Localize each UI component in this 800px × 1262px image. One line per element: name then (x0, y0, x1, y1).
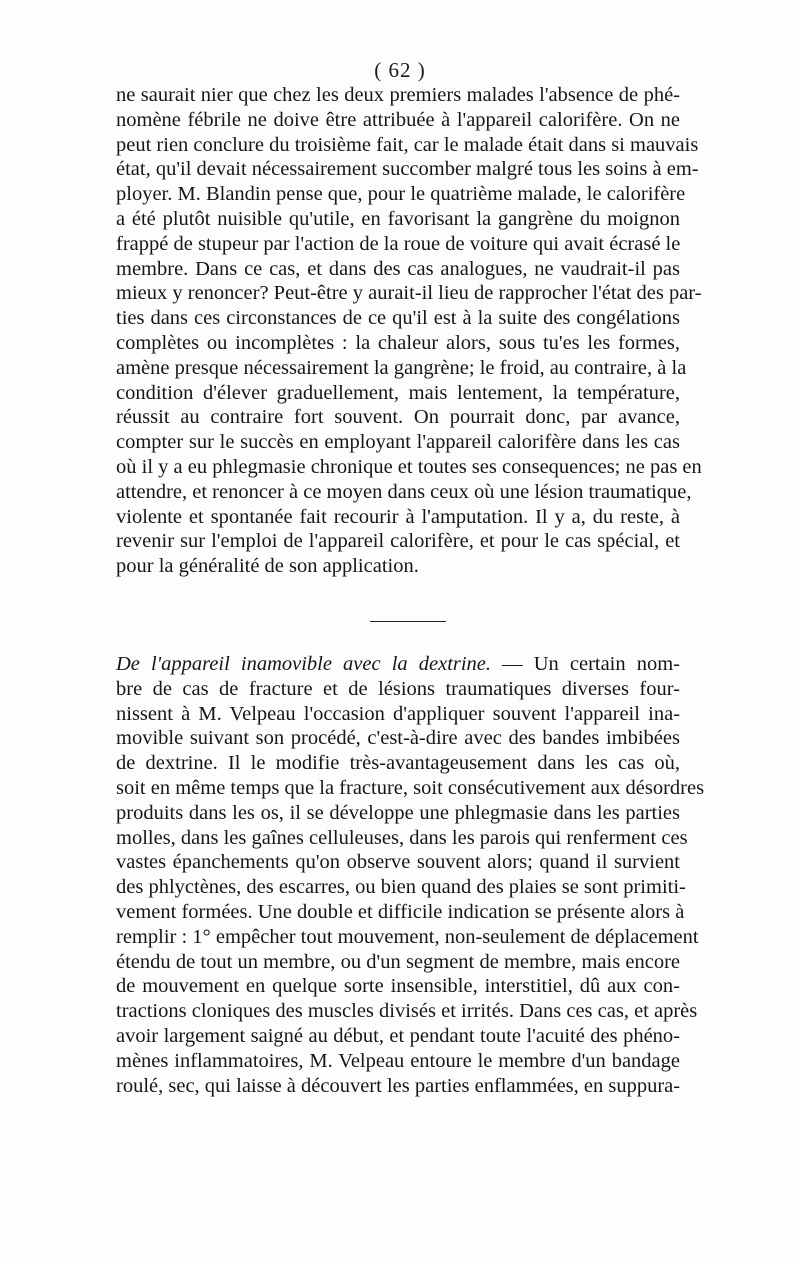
section-title-continuation: — Un certain nom- (491, 653, 680, 675)
text-line: movible suivant son procédé, c'est-à-dire avec des bandes imbibées (116, 727, 680, 750)
section-title: De l'appareil inamovible avec la dextrine. (116, 653, 492, 675)
text-line: peut rien conclure du troisième fait, car le malade était dans si mauvais (116, 133, 699, 156)
text-line: vement formées. Une double et difficile indication se présente alors à (116, 900, 685, 923)
text-line: roulé, sec, qui laisse à découvert les parties enflammées, en suppura- (116, 1074, 681, 1097)
text-line: complètes ou incomplètes : la chaleur alors, sous tu'es les formes, (116, 331, 680, 354)
text-line: tractions cloniques des muscles divisés et irrités. Dans ces cas, et après (116, 1000, 698, 1023)
text-line: revenir sur l'emploi de l'appareil calorifère, et pour le cas spécial, et (116, 530, 680, 553)
text-line: a été plutôt nuisible qu'utile, en favorisant la gangrène du moignon (116, 207, 680, 230)
text-line: vastes épanchements qu'on observe souvent alors; quand il survient (116, 851, 680, 874)
text-line: nissent à M. Velpeau l'occasion d'appliquer souvent l'appareil ina- (116, 702, 680, 725)
text-line: remplir : 1° empêcher tout mouvement, non-seulement de déplacement (116, 925, 699, 948)
text-line: ployer. M. Blandin pense que, pour le quatrième malade, le calorifère (116, 183, 686, 206)
text-line: molles, dans les gaînes celluleuses, dans les parois qui renferment ces (116, 826, 688, 849)
text-line: ne saurait nier que chez les deux premiers malades l'absence de phé- (116, 84, 680, 106)
text-line: avoir largement saigné au début, et pendant toute l'acuité des phéno- (116, 1024, 680, 1047)
text-line: étendu de tout un membre, ou d'un segment de membre, mais encore (116, 950, 680, 973)
text-line: mènes inflammatoires, M. Velpeau entoure le membre d'un bandage (116, 1049, 680, 1072)
text-line: état, qu'il devait nécessairement succomber malgré tous les soins à em- (116, 158, 699, 181)
text-line: amène presque nécessairement la gangrène; le froid, au contraire, à la (116, 356, 687, 379)
section-divider (370, 621, 446, 622)
paragraph-calorifere (116, 83, 702, 579)
page-number: ( 62 ) (374, 58, 426, 82)
section-heading-line (116, 652, 680, 677)
text-line: réussit au contraire fort souvent. On pourrait donc, par avance, (116, 406, 680, 429)
text-line: de mouvement en quelque sorte insensible, interstitiel, dû aux con- (116, 975, 680, 998)
text-line: membre. Dans ce cas, et dans des cas analogues, ne vaudrait-il pas (116, 257, 680, 280)
text-line: frappé de stupeur par l'action de la roue de voiture qui avait écrasé le (116, 232, 681, 255)
text-line: soit en même temps que la fracture, soit consécutivement aux désordres (116, 776, 705, 799)
text-line: mieux y renoncer? Peut-être y aurait-il lieu de rapprocher l'état des par- (116, 282, 702, 305)
text-line: bre de cas de fracture et de lésions traumatiques diverses four- (116, 677, 680, 700)
text-line: pour la généralité de son application. (116, 555, 419, 578)
text-line: des phlyctènes, des escarres, ou bien quand des plaies se sont primiti- (116, 876, 686, 899)
text-line: condition d'élever graduellement, mais lentement, la température, (116, 381, 680, 404)
text-line: violente et spontanée fait recourir à l'amputation. Il y a, du reste, à (116, 505, 680, 528)
text-line: attendre, et renoncer à ce moyen dans ceux où une lésion traumatique, (116, 480, 692, 503)
text-line: nomène fébrile ne doive être attribuée à l'appareil calorifère. On ne (116, 108, 680, 131)
text-line: produits dans les os, il se développe une phlegmasie dans les parties (116, 801, 680, 824)
paragraph-dextrine (116, 652, 705, 1098)
text-line: compter sur le succès en employant l'appareil calorifère dans les cas (116, 431, 680, 454)
text-line: où il y a eu phlegmasie chronique et toutes ses consequences; ne pas en (116, 455, 702, 478)
text-line: ties dans ces circonstances de ce qu'il est à la suite des congélations (116, 307, 680, 330)
text-line: de dextrine. Il le modifie très-avantageusement dans les cas où, (116, 752, 680, 775)
